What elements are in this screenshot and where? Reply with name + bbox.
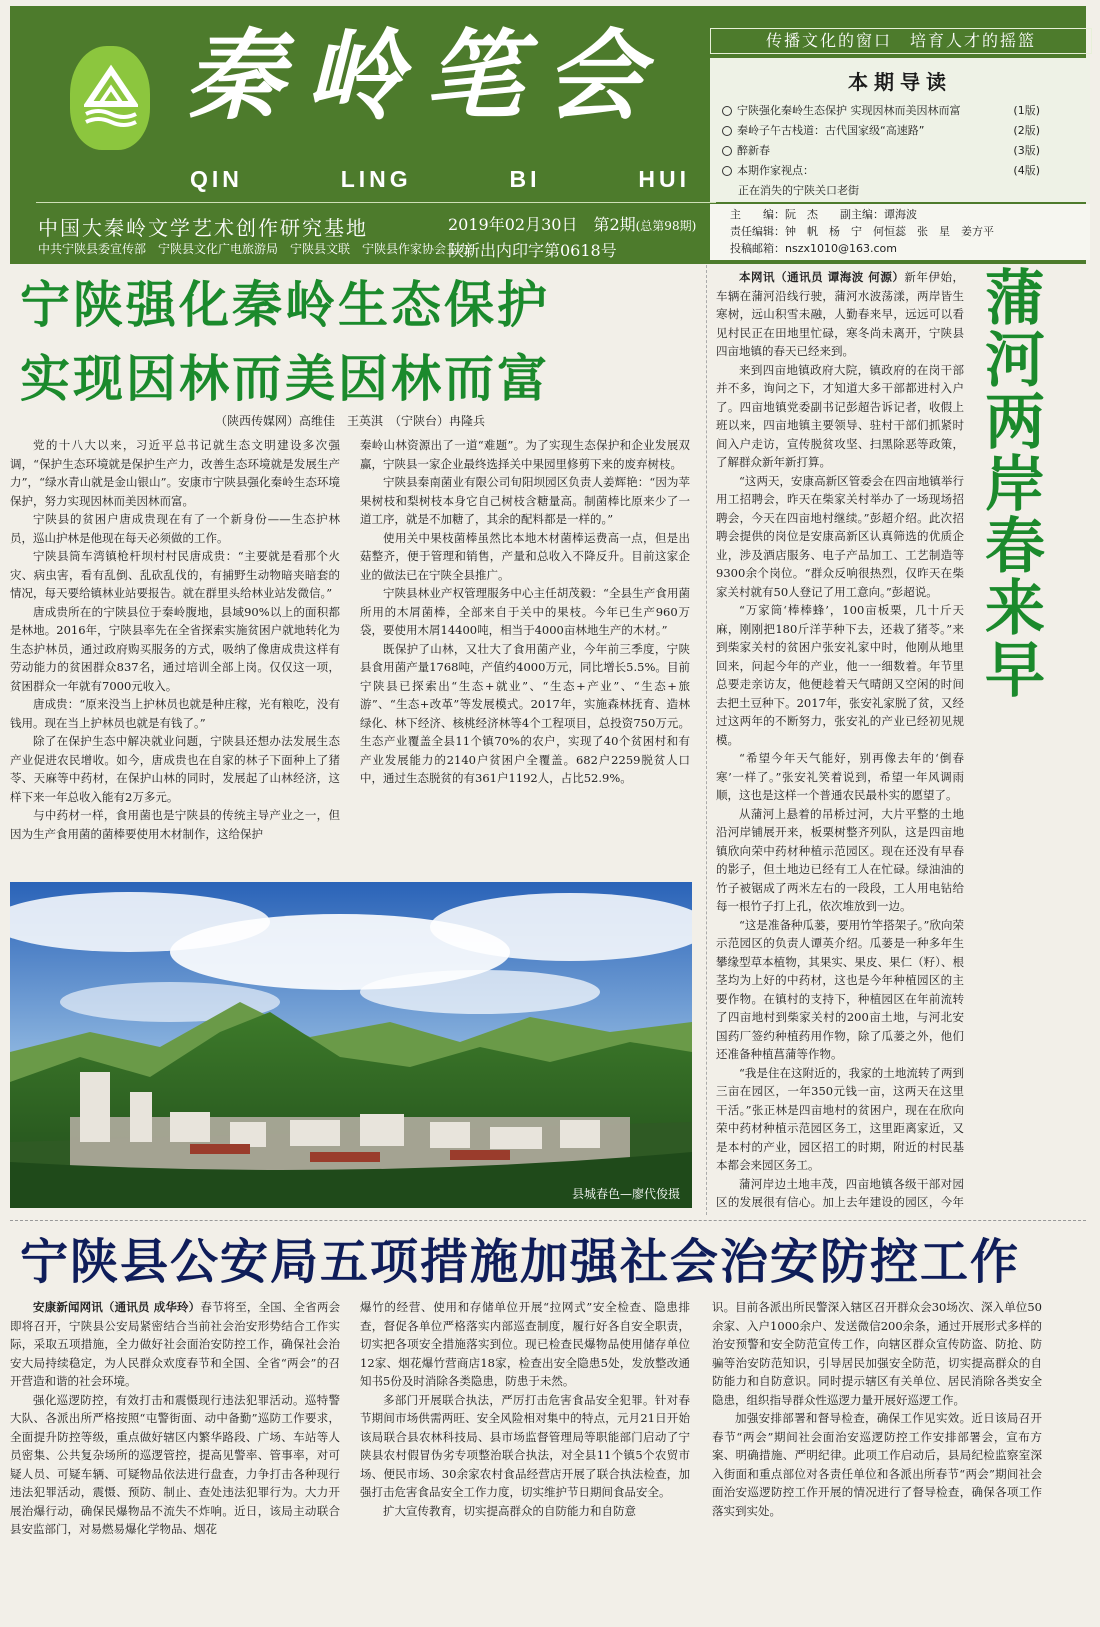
guide-item[interactable]: 宁陕强化秦岭生态保护 实现因林而美因林而富 (1版) [722, 101, 1090, 121]
staff-box [710, 204, 1090, 260]
paragraph: “这是准备种瓜蒌，要用竹竿搭架子。”欣向荣示范园区的负责人谭英介绍。瓜蒌是一种多年生攀缘型草本植物，其果实、果皮、果仁（籽）、根茎均为上好的中药材，这也是今年种植园区的主要作物。在镇村的支持下，种植园区在年前流转了四亩地村到柴家关村的200亩土地，与河北安国药厂签约种植药用作物，除了瓜蒌之外，他们还准备种植菖蒲等作物。 [716, 917, 964, 1061]
paragraph: 爆竹的经营、使用和存储单位开展“拉网式”安全检查、隐患排查，督促各单位严格落实内部巡查制度，履行好各自安全职责，切实把各项安全措施落实到位。现已检查民爆物品使用储存单位12家、烟花爆竹营商店18家，检查出安全隐患5处，发放整改通知书5份及时消除各类隐患，防患于未然。 [360, 1300, 690, 1388]
guide-item[interactable]: 本期作家视点： (4版) [722, 161, 1090, 181]
paragraph: 多部门开展联合执法，严厉打击危害食品安全犯罪。针对春节期间市场供需两旺、安全风险相对集中的特点，元月21日开始该局联合县农林科技局、县市场监督管理局等职能部门启动了宁陕县农村假冒伪劣专项整治联合执法，对全县11个镇5个农贸市场、便民市场、30余家农村食品经营店开展了联合执法检查，加强打击危害食品安全工作力度，切实维护节日期间食品安全。 [360, 1392, 690, 1499]
newspaper-title: 秦岭笔会 [185, 19, 666, 134]
base-name: 中国大秦岭文学艺术创作研究基地 [38, 216, 368, 240]
slogan: 传播文化的窗口 培育人才的摇篮 [710, 28, 1092, 54]
article1-column-a [10, 436, 340, 876]
paragraph: 本网讯（通讯员 谭海波 何源）新年伊始，车辆在蒲河沿线行驶，蒲河水波荡漾，两岸皆生寒树，远山积雪未融，人勤春来早，远远可以看见村民正在田地里忙碌，寒冬尚未离开，宁陕县四亩地镇的春天已经来到。 [716, 270, 964, 358]
paragraph: 使用关中果枝菌棒虽然比本地木材菌棒运费高一点，但是出菇整齐，便于管理和销售，产量和总收入不降反升。目前这家企业的做法已在宁陕全县推广。 [360, 530, 690, 582]
bullet-icon [722, 146, 732, 156]
photo-caption: 县城春色—廖代俊摄 [571, 1187, 680, 1201]
headline-1 [20, 268, 700, 416]
headline-1-line1: 宁陕强化秦岭生态保护 [20, 276, 550, 334]
guide-item[interactable]: 正在消失的宁陕关口老街 [738, 184, 859, 197]
bullet-icon [722, 166, 732, 176]
paragraph: 宁陕县筒车湾镇枪杆坝村村民唐成贵：“主要就是看那个火灾、病虫害，看有乱倒、乱砍乱伐的，有捕野生动物暗夹暗套的情况，每天要给镇林业站要报告。就在群里头给林业站发微信。” [10, 549, 340, 600]
article2-column-b [360, 1298, 690, 1623]
paragraph: 与中药材一样，食用菌也是宁陕县的传统主导产业之一，但因为生产食用菌的菌棒要使用木材制作，这给保护 [10, 808, 340, 841]
bullet-icon [722, 106, 732, 116]
mountain-logo-icon [70, 46, 150, 150]
paragraph: 唐成贵所在的宁陕县位于秦岭腹地，县域90%以上的面积都是林地。2016年，宁陕县率先在全省探索实施贫困户就地转化为生态护林员，通过政府购买服务的方式，吸纳了像唐成贵这样有劳动能力的贫困群众837名，通过培训全部上岗。仅仅这一项，贫困群众一年就有7000元收入。 [10, 604, 340, 693]
paragraph: “我是住在这附近的，我家的土地流转了两到三亩在园区，一年350元钱一亩，这两天在这里干活。”张正林是四亩地村的贫困户，现在在欣向荣中药材种植示范园区务工，这里距离家近，又是本村的产业，园区招工的时期，附近的村民基本都会来园区务工。 [716, 1065, 964, 1172]
right-article [716, 268, 964, 1212]
article2-column-a [10, 1298, 340, 1623]
license-number: 陕新出内印字第0618号 [448, 241, 617, 260]
pinyin-1: QIN [190, 166, 243, 192]
byline: （陕西传媒网）高维佳 王英淇 （宁陕台）冉隆兵 [214, 414, 485, 428]
paragraph: 识。目前各派出所民警深入辖区召开群众会30场次、深入单位50余家、入户1000余户、发送微信200余条，通过开展形式多样的治安预警和安全防范宣传工作，向辖区群众宣传防盗、防抢、防骗等治安防范知识，引导居民加强安全防范，切实提高群众的自防能力和自防意识。同时提示辖区有关单位、居民消除各类安全隐患，组织指导群众性巡逻力量开展好巡逻工作。 [712, 1300, 1042, 1407]
pinyin-3: BI [509, 166, 541, 192]
pinyin-2: LING [340, 166, 412, 192]
section-divider [10, 1220, 1086, 1221]
article-lead: 安康新闻网讯（通讯员 成华玲） [33, 1300, 201, 1314]
issue-date [448, 212, 696, 235]
column-divider [706, 265, 707, 1215]
guide-title: 本期导读 [848, 70, 952, 94]
vertical-headline: 蒲河两岸春来早 [985, 264, 1045, 706]
paragraph: 扩大宣传教育，切实提高群众的自防能力和自防意 [383, 1503, 636, 1518]
paragraph: 秦岭山林资源出了一道“难题”。为了实现生态保护和企业发展双赢，宁陕县一家企业最终选择关中果园里修剪下来的废弃树枝。 [360, 438, 690, 471]
issue-guide [710, 58, 1090, 202]
landscape-image [10, 882, 692, 1208]
guide-item[interactable]: 醉新春 (3版) [722, 141, 1090, 161]
paragraph: “希望今年天气能好，别再像去年的‘倒春寒’一样了。”张安礼笑着说到，希望一年风调雨顺，这也是这样一个普通农民最朴实的愿望了。 [716, 751, 964, 802]
title-pinyin [190, 166, 690, 193]
sponsor-orgs: 中共宁陕县委宣传部 宁陕县文化广电旅游局 宁陕县文联 宁陕县作家协会主办 [38, 242, 471, 256]
pinyin-4: HUI [638, 166, 690, 192]
paragraph: 唐成贵：“原来没当上护林员也就是种庄稼，光有粮吃，没有钱用。现在当上护林员也就是有钱了。” [10, 697, 340, 730]
issue-date-text: 2019年02月30日 第2期 [448, 215, 636, 234]
article1-column-b [360, 436, 690, 856]
paragraph: 既保护了山林，又壮大了食用菌产业，今年前三季度，宁陕县食用菌产量1768吨，产值约4000万元，同比增长5.5%。目前宁陕县已探索出“生态+就业”、“生态+产业”、“生态+旅游”、“生态+改革”等发展模式。2017年，实施森林抚育、造林绿化、林下经济、核桃经济林等4个工程项目，总投资750万元。生态产业覆盖全县11个镇70%的农户，实现了40个贫困村和有产业发展能力的2140户贫困户全覆盖。682户2259脱贫人口中，通过生态脱贫的有361户1192人，占比52.9%。 [360, 641, 690, 785]
editors: 责任编辑：钟 帆 杨 宁 何恒蕊 张 星 姜方平 [730, 225, 994, 238]
paragraph: “这两天，安康高新区管委会在四亩地镇举行用工招聘会，昨天在柴家关村举办了一场现场招聘会，今天在四亩地村继续。”彭超介绍。此次招聘会提供的岗位是安康高新区认真筛选的优质企业，涉及酒店服务、电子产品加工、工艺制造等9300余个岗位。“群众反响很热烈，仅昨天在柴家关村就有50人登记了用工意向。”彭超说。 [716, 473, 964, 599]
issue-total: (总第98期) [635, 219, 697, 233]
county-town-photo [10, 882, 692, 1208]
bullet-icon [722, 126, 732, 136]
paragraph: 安康新闻网讯（通讯员 成华玲）春节将至，全国、全省两会即将召开，宁陕县公安局紧密结合当前社会治安形势结合工作实际，采取五项措施，全力做好社会面治安防控工作，确保社会治安大局持续稳定，为人民群众欢度春节和全国、全省“两会”的召开营造和谐的社会环境。 [10, 1300, 340, 1388]
paragraph: 强化巡逻防控，有效打击和震慑现行违法犯罪活动。巡特警大队、各派出所严格按照“屯警街面、动中备勤”巡防工作要求，全面提升防控等级，重点做好辖区内繁华路段、广场、车站等人员密集、公共复杂场所的巡逻管控，提高见警率、管事率，对可疑人员、可疑车辆、可疑物品依法进行盘查，力争打击各种现行违法犯罪活动，震慑、预防、制止、查处违法犯罪行为。大力开展治爆行动，确保民爆物品不流失不炸响。近日，该局主动联合县安监部门，对易燃易爆化学物品、烟花 [10, 1392, 340, 1536]
headline-1-line2: 实现因林而美因林而富 [20, 350, 550, 408]
masthead-divider [36, 202, 716, 203]
paragraph: 宁陕县的贫困户唐成贵现在有了一个新身份——生态护林员，巡山护林是他现在每天必须做的工作。 [10, 512, 340, 545]
masthead [10, 6, 1086, 264]
paragraph: “万家筒‘棒棒蜂’，100亩板栗，几十斤天麻，刚刚把180斤洋芋种下去，还栽了猪苓。”来到柴家关村的贫困户张安礼家中时，他刚从地里回来，问起今年的产业，他一一细数着。年节里总要走亲访友，他便趁着天气晴朗又空闲的时间去把土豆种下。2017年，张安礼家脱了贫，又经过这两年的不断努力，张安礼的产业已经初见规模。 [716, 603, 964, 747]
paragraph: 加强安排部署和督导检查，确保工作见实效。近日该局召开春节“两会”期间社会面治安巡逻防控工作安排部署会，宣布方案、明确措施、严明纪律。此项工作启动后，县局纪检监察室深入街面和重点部位对各责任单位和各派出所春节“两会”期间社会面治安巡逻防控工作开展的情况进行了督导检查，确保各项工作落实到实处。 [712, 1411, 1042, 1518]
paragraph: 除了在保护生态中解决就业问题，宁陕县还想办法发展生态产业促进农民增收。如今，唐成贵也在自家的林子下面种上了猪苓、天麻等中药材，在保护山林的同时，发展起了山林经济，这样下来一年总收入能有2万多元。 [10, 734, 340, 804]
paragraph: 来到四亩地镇政府大院，镇政府的在岗干部并不多，询问之下，才知道大多干部都进村入户了。四亩地镇党委副书记彭超告诉记者，收假上班以来，四亩地镇主要领导、驻村干部们抓紧时间入户走访，宣传脱贫攻坚、扫黑除恶等政策，了解群众新年新打算。 [716, 362, 964, 469]
guide-item[interactable]: 秦岭子午古栈道：古代国家级“高速路” (2版) [722, 121, 1090, 141]
headline-2: 宁陕县公安局五项措施加强社会治安防控工作 [20, 1234, 1021, 1290]
paragraph: 从蒲河上悬着的吊桥过河，大片平整的土地沿河岸铺展开来，板栗树整齐列队，这是四亩地镇欣向荣中药材种植示范园区。现在还没有早春的影子，但土地边已经有工人在忙碌。绿油油的竹子被锯成了两米左右的一段段，工人用电钻给每一根竹子打上孔，依次堆放到一边。 [716, 806, 964, 913]
paragraph: 党的十八大以来，习近平总书记就生态文明建设多次强调，“保护生态环境就是保护生产力，改善生态环境就是发展生产力”，“绿水青山就是金山银山”。安康市宁陕县强化秦岭生态环境保护，努力实现因林而美因林而富。 [10, 438, 340, 508]
paragraph: 宁陕县秦南菌业有限公司旬阳坝园区负责人姜辉艳：“因为苹果树枝和梨树枝本身它自己树枝含糖量高。制菌棒比原来少了一道工序，就是不加糖了，其余的配料都是一样的。” [360, 475, 690, 526]
paragraph: 蒲河岸边土地丰茂，四亩地镇各级干部对园区的发展很有信心。加上去年建设的园区，今年 [716, 1176, 964, 1209]
article2-column-c [712, 1298, 1042, 1623]
submission-email[interactable]: 投稿邮箱：nszx1010@163.com [730, 242, 897, 255]
article-lead: 本网讯（通讯员 谭海波 何源） [739, 270, 905, 284]
chief-editor: 主 编：阮 杰 副主编：谭海波 [730, 208, 917, 221]
paragraph: 宁陕县林业产权管理服务中心主任胡茂毅：“全县生产食用菌所用的木屑菌棒，全部来自于关中的果枝。今年已生产960万袋，要使用木屑14400吨，相当于4000亩林地生产的木材。” [360, 586, 690, 637]
